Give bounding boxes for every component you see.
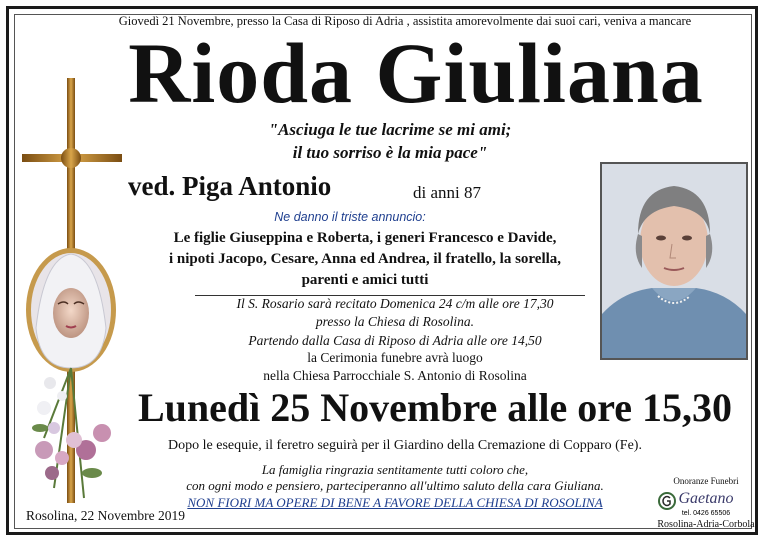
ceremony-line-2: presso la Chiesa di Rosolina. (315, 314, 475, 329)
thanks-line-2: con ogni modo e pensiero, parteciperanno all'ultimo saluto della cara Giuliana. (186, 478, 604, 493)
place-date: Rosolina, 22 Novembre 2019 (26, 508, 185, 523)
deceased-name: Rioda Giuliana (128, 25, 704, 121)
funeral-home-locations: Rosolina-Adria-Corbola (657, 519, 755, 530)
funeral-date: Lunedì 25 Novembre alle ore 15,30 (137, 385, 733, 430)
widow-of: ved. Piga Antonio (128, 171, 332, 201)
ceremony-line-5: nella Chiesa Parrocchiale S. Antonio di Rosolina (263, 368, 527, 383)
mourners-line-1: Le figlie Giuseppina e Roberta, i generi Francesco e Davide, (173, 230, 557, 246)
no-flowers-note: NON FIORI MA OPERE DI BENE A FAVORE DELLA CHIESA DI ROSOLINA (187, 495, 603, 510)
funeral-home-phone: tel. 0426 65506 (681, 510, 731, 517)
madonna-portrait (26, 248, 116, 372)
mourners-line-2: i nipoti Jacopo, Cesare, Anna ed Andrea, il fratello, la sorella, (168, 251, 562, 267)
funeral-home-name: Gaetano (678, 490, 734, 507)
ceremony-line-1: Il S. Rosario sarà recitato Domenica 24 c/m alle ore 17,30 (236, 296, 554, 311)
age: di anni 87 (413, 183, 481, 202)
quote-line-1: "Asciuga le tue lacrime se mi ami; (268, 120, 512, 139)
ceremony-line-3: Partendo dalla Casa di Riposo di Adria alle ore 14,50 (248, 333, 542, 348)
ceremony-line-4: la Cerimonia funebre avrà luogo (307, 350, 483, 365)
mourners-line-3: parenti e amici tutti (301, 272, 429, 288)
thanks-line-1: La famiglia ringrazia sentitamente tutti coloro che, (261, 462, 529, 477)
after-service: Dopo le esequie, il feretro seguirà per il Giardino della Cremazione di Copparo (Fe). (168, 438, 642, 453)
deceased-photo (600, 162, 748, 360)
funeral-home-title: Onoranze Funebri (673, 476, 739, 486)
quote-line-2: il tuo sorriso è la mia pace" (292, 143, 488, 162)
announcement: Ne danno il triste annuncio: (274, 210, 426, 224)
intro-text: Giovedì 21 Novembre, presso la Casa di Riposo di Adria , assistita amorevolmente dai suoi cari, veniva a mancare (118, 14, 692, 28)
